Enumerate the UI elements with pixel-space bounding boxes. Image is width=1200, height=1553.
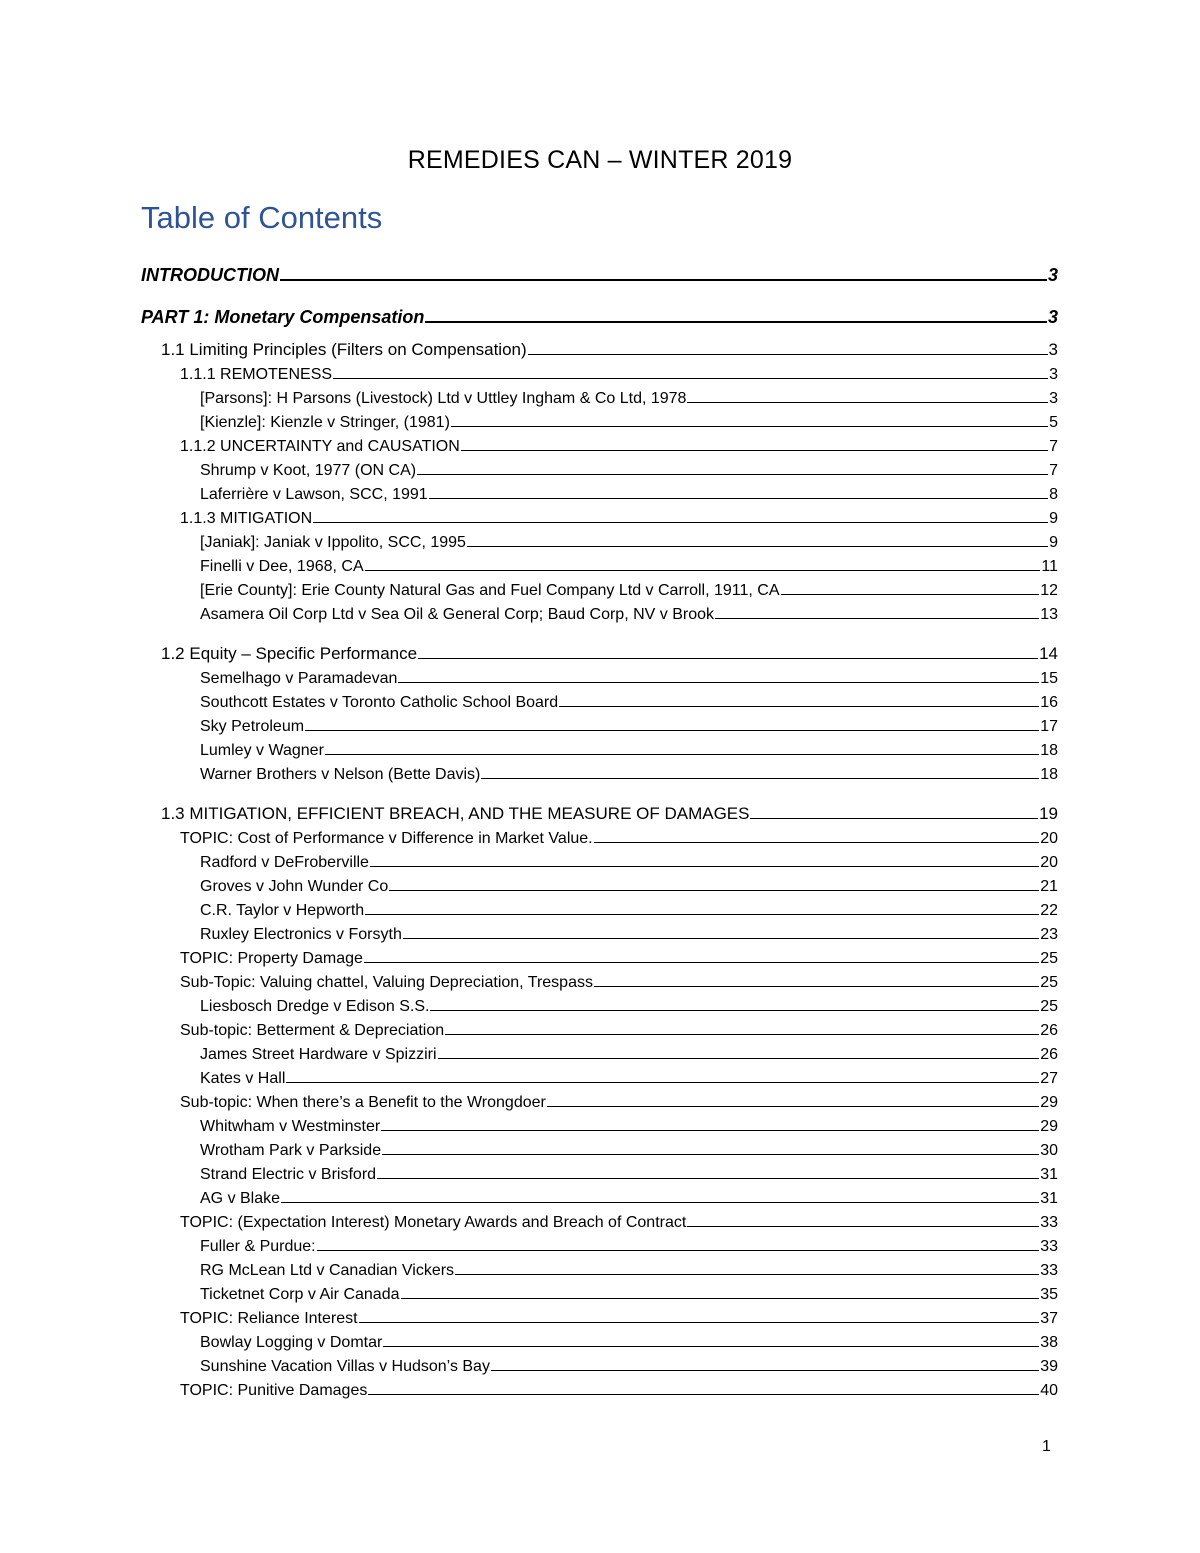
toc-leader-line — [445, 1034, 1039, 1035]
toc-entry-title: C.R. Taylor v Hepworth — [200, 902, 365, 919]
toc-leader-line — [418, 658, 1038, 659]
toc-entry-page: 3 — [1047, 307, 1058, 327]
toc-entry-page: 7 — [1049, 462, 1058, 479]
toc-entry-page: 30 — [1040, 1142, 1058, 1159]
toc-entry-title: Semelhago v Paramadevan — [200, 670, 398, 687]
toc-entry[interactable] — [141, 1088, 1058, 1112]
toc-entry-page: 29 — [1040, 1094, 1058, 1111]
toc-entry[interactable] — [141, 432, 1058, 456]
toc-leader-line — [750, 818, 1038, 819]
toc-entry-title: Shrump v Koot, 1977 (ON CA) — [200, 462, 417, 479]
toc-entry[interactable] — [141, 384, 1058, 408]
toc-entry-page: 8 — [1049, 486, 1058, 503]
toc-leader-line — [317, 1250, 1040, 1251]
toc-entry-title: Fuller & Purdue: — [200, 1238, 316, 1255]
toc-entry[interactable] — [141, 688, 1058, 712]
toc-entry-page: 27 — [1040, 1070, 1058, 1087]
toc-leader-line — [715, 618, 1039, 619]
toc-leader-line — [365, 570, 1041, 571]
toc-leader-line — [425, 321, 1047, 323]
toc-entry-title: James Street Hardware v Spizziri — [200, 1046, 437, 1063]
toc-entry[interactable] — [141, 1136, 1058, 1160]
toc-entry[interactable] — [141, 528, 1058, 552]
toc-leader-line — [389, 890, 1039, 891]
toc-entry[interactable] — [141, 1112, 1058, 1136]
toc-entry-page: 16 — [1040, 694, 1058, 711]
toc-entry-title: TOPIC: Reliance Interest — [180, 1310, 358, 1327]
toc-entry[interactable] — [141, 920, 1058, 944]
toc-entry-title: RG McLean Ltd v Canadian Vickers — [200, 1262, 455, 1279]
toc-entry-title: TOPIC: Property Damage — [180, 950, 363, 967]
toc-entry-page: 37 — [1040, 1310, 1058, 1327]
toc-leader-line — [461, 450, 1048, 451]
toc-entry-page: 35 — [1040, 1286, 1058, 1303]
toc-leader-line — [687, 402, 1048, 403]
toc-entry-title: Liesbosch Dredge v Edison S.S. — [200, 998, 430, 1015]
toc-leader-line — [559, 706, 1039, 707]
toc-entry-title: Sub-Topic: Valuing chattel, Valuing Depreciation, Trespass — [180, 974, 593, 991]
toc-entry-title: Strand Electric v Brisford — [200, 1166, 377, 1183]
toc-entry[interactable] — [141, 1256, 1058, 1280]
toc-leader-line — [528, 354, 1048, 355]
toc-entry[interactable] — [141, 664, 1058, 688]
toc-entry-title: Sunshine Vacation Villas v Hudson’s Bay — [200, 1358, 490, 1375]
toc-entry[interactable] — [141, 408, 1058, 432]
toc-leader-line — [377, 1178, 1039, 1179]
toc-entry-page: 13 — [1040, 606, 1058, 623]
toc-entry-title: TOPIC: Cost of Performance v Difference in Market Value. — [180, 830, 593, 847]
toc-leader-line — [481, 778, 1039, 779]
toc-entry[interactable] — [141, 600, 1058, 624]
toc-leader-line — [430, 1010, 1039, 1011]
toc-entry[interactable] — [141, 1016, 1058, 1040]
document-title: REMEDIES CAN – WINTER 2019 — [407, 146, 793, 174]
toc-entry-title: Southcott Estates v Toronto Catholic School Board — [200, 694, 559, 711]
toc-entry[interactable] — [141, 872, 1058, 896]
toc-entry-page: 20 — [1040, 830, 1058, 847]
toc-entry-title: Whitwham v Westminster — [200, 1118, 381, 1135]
toc-entry-page: 25 — [1040, 998, 1058, 1015]
toc-leader-line — [687, 1226, 1039, 1227]
toc-entry[interactable] — [141, 456, 1058, 480]
toc-entry-title: Kates v Hall — [200, 1070, 286, 1087]
toc-leader-line — [467, 546, 1048, 547]
toc-entry-title: Finelli v Dee, 1968, CA — [200, 558, 364, 575]
toc-leader-line — [313, 522, 1048, 523]
toc-entry-title: Bowlay Logging v Domtar — [200, 1334, 383, 1351]
toc-entry[interactable] — [141, 1304, 1058, 1328]
toc-leader-line — [286, 1082, 1039, 1083]
toc-entry-page: 15 — [1040, 670, 1058, 687]
toc-entry-page: 3 — [1049, 390, 1058, 407]
toc-entry-title: Lumley v Wagner — [200, 742, 324, 759]
toc-leader-line — [364, 962, 1039, 963]
toc-entry-title: Warner Brothers v Nelson (Bette Davis) — [200, 766, 481, 783]
toc-entry[interactable] — [141, 360, 1058, 384]
toc-entry-page: 23 — [1040, 926, 1058, 943]
toc-leader-line — [781, 594, 1040, 595]
toc-entry[interactable] — [141, 968, 1058, 992]
toc-leader-line — [325, 754, 1039, 755]
toc-entry-title: AG v Blake — [200, 1190, 281, 1207]
toc-entry-page: 25 — [1040, 950, 1058, 967]
toc-entry-page: 26 — [1040, 1022, 1058, 1039]
toc-leader-line — [370, 866, 1039, 867]
toc-entry-page: 18 — [1040, 742, 1058, 759]
toc-entry[interactable] — [141, 1160, 1058, 1184]
toc-entry-title: 1.1 Limiting Principles (Filters on Compensation) — [161, 340, 527, 359]
toc-entry-title: Ruxley Electronics v Forsyth — [200, 926, 402, 943]
toc-leader-line — [333, 378, 1048, 379]
toc-entry[interactable] — [141, 294, 1058, 328]
toc-entry-title: [Parsons]: H Parsons (Livestock) Ltd v Uttley Ingham & Co Ltd, 1978 — [200, 390, 687, 407]
toc-entry-title: Asamera Oil Corp Ltd v Sea Oil & General Corp; Baud Corp, NV v Brook — [200, 606, 714, 623]
toc-entry-title: 1.1.1 REMOTENESS — [180, 366, 333, 383]
toc-entry[interactable] — [141, 760, 1058, 784]
toc-entry-page: 9 — [1049, 510, 1058, 527]
toc-leader-line — [455, 1274, 1039, 1275]
toc-entry-title: PART 1: Monetary Compensation — [141, 307, 425, 327]
toc-entry-page: 39 — [1040, 1358, 1058, 1375]
toc-entry-page: 3 — [1048, 340, 1058, 359]
toc-entry-page: 22 — [1040, 902, 1058, 919]
toc-entry-title: Ticketnet Corp v Air Canada — [200, 1286, 400, 1303]
toc-entry-title: Sky Petroleum — [200, 718, 305, 735]
toc-entry[interactable] — [141, 1328, 1058, 1352]
toc-entry-page: 7 — [1049, 438, 1058, 455]
toc-leader-line — [381, 1130, 1039, 1131]
toc-entry[interactable] — [141, 1280, 1058, 1304]
toc-entry-title: [Erie County]: Erie County Natural Gas and Fuel Company Ltd v Carroll, 1911, CA — [200, 582, 780, 599]
toc-entry[interactable] — [141, 334, 1058, 360]
toc-entry-page: 33 — [1040, 1238, 1058, 1255]
toc-entry[interactable] — [141, 504, 1058, 528]
toc-entry[interactable] — [141, 798, 1058, 824]
toc-leader-line — [382, 1154, 1039, 1155]
toc-entry-page: 21 — [1040, 878, 1058, 895]
toc-leader-line — [281, 1202, 1039, 1203]
toc-entry[interactable] — [141, 638, 1058, 664]
toc-entry[interactable] — [141, 252, 1058, 286]
toc-entry[interactable] — [141, 1352, 1058, 1376]
toc-entry[interactable] — [141, 1184, 1058, 1208]
toc-leader-line — [368, 1394, 1039, 1395]
toc-entry[interactable] — [141, 896, 1058, 920]
toc-entry[interactable] — [141, 824, 1058, 848]
toc-entry-page: 26 — [1040, 1046, 1058, 1063]
toc-leader-line — [438, 1058, 1040, 1059]
toc-entry[interactable] — [141, 552, 1058, 576]
toc-entry[interactable] — [141, 576, 1058, 600]
toc-entry-page: 14 — [1039, 644, 1058, 663]
toc-entry-page: 31 — [1040, 1166, 1058, 1183]
toc-entry-title: [Janiak]: Janiak v Ippolito, SCC, 1995 — [200, 534, 466, 551]
toc-entry[interactable] — [141, 848, 1058, 872]
toc-leader-line — [403, 938, 1039, 939]
toc-entry-page: 11 — [1041, 558, 1058, 575]
toc-entry-title: 1.1.3 MITIGATION — [180, 510, 313, 527]
toc-entry[interactable] — [141, 1040, 1058, 1064]
toc-entry-title: Wrotham Park v Parkside — [200, 1142, 382, 1159]
toc-entry[interactable] — [141, 712, 1058, 736]
toc-entry-page: 9 — [1049, 534, 1058, 551]
toc-entry[interactable] — [141, 1064, 1058, 1088]
toc-entry-page: 12 — [1040, 582, 1058, 599]
toc-leader-line — [594, 842, 1040, 843]
toc-leader-line — [398, 682, 1039, 683]
toc-entry-page: 3 — [1049, 366, 1058, 383]
toc-leader-line — [401, 1298, 1040, 1299]
toc-entry[interactable] — [141, 944, 1058, 968]
page-number: 1 — [1042, 1438, 1051, 1455]
toc-leader-line — [417, 474, 1048, 475]
toc-leader-line — [280, 279, 1047, 281]
toc-entry-page: 33 — [1040, 1262, 1058, 1279]
toc-entry-title: Sub-topic: When there’s a Benefit to the Wrongdoer — [180, 1094, 546, 1111]
toc-leader-line — [491, 1370, 1039, 1371]
toc-entry-title: 1.3 MITIGATION, EFFICIENT BREACH, AND THE MEASURE OF DAMAGES — [161, 804, 750, 823]
toc-entry-title: 1.1.2 UNCERTAINTY and CAUSATION — [180, 438, 460, 455]
toc-entry-title: [Kienzle]: Kienzle v Stringer, (1981) — [200, 414, 450, 431]
toc-entry-page: 31 — [1040, 1190, 1058, 1207]
toc-leader-line — [594, 986, 1039, 987]
toc-leader-line — [305, 730, 1039, 731]
toc-entry-page: 25 — [1040, 974, 1058, 991]
toc-leader-line — [359, 1322, 1040, 1323]
toc-entry-title: Groves v John Wunder Co — [200, 878, 389, 895]
toc-entry-title: INTRODUCTION — [141, 265, 279, 285]
toc-entry-page: 3 — [1047, 265, 1058, 285]
toc-leader-line — [383, 1346, 1039, 1347]
toc-heading: Table of Contents — [141, 200, 383, 235]
toc-entry-page: 18 — [1040, 766, 1058, 783]
toc-entry-title: Radford v DeFroberville — [200, 854, 369, 871]
toc-entry-page: 5 — [1049, 414, 1058, 431]
toc-entry-page: 19 — [1039, 804, 1058, 823]
toc-entry-page: 20 — [1040, 854, 1058, 871]
toc-leader-line — [547, 1106, 1039, 1107]
toc-entry-page: 17 — [1040, 718, 1058, 735]
toc-entry[interactable] — [141, 1232, 1058, 1256]
toc-entry-page: 29 — [1040, 1118, 1058, 1135]
toc-entry[interactable] — [141, 992, 1058, 1016]
toc-entry-title: 1.2 Equity – Specific Performance — [161, 644, 418, 663]
toc-entry-page: 40 — [1040, 1382, 1058, 1399]
toc-entry-title: TOPIC: (Expectation Interest) Monetary Awards and Breach of Contract — [180, 1214, 687, 1231]
toc-entry-title: Sub-topic: Betterment & Depreciation — [180, 1022, 445, 1039]
toc-entry[interactable] — [141, 736, 1058, 760]
toc-leader-line — [429, 498, 1048, 499]
toc-entry-page: 33 — [1040, 1214, 1058, 1231]
table-of-contents — [141, 252, 1058, 1400]
toc-entry[interactable] — [141, 1208, 1058, 1232]
toc-leader-line — [451, 426, 1048, 427]
toc-entry-title: TOPIC: Punitive Damages — [180, 1382, 368, 1399]
toc-leader-line — [365, 914, 1039, 915]
toc-entry-title: Laferrière v Lawson, SCC, 1991 — [200, 486, 428, 503]
toc-entry[interactable] — [141, 1376, 1058, 1400]
toc-entry[interactable] — [141, 480, 1058, 504]
toc-entry-page: 38 — [1040, 1334, 1058, 1351]
